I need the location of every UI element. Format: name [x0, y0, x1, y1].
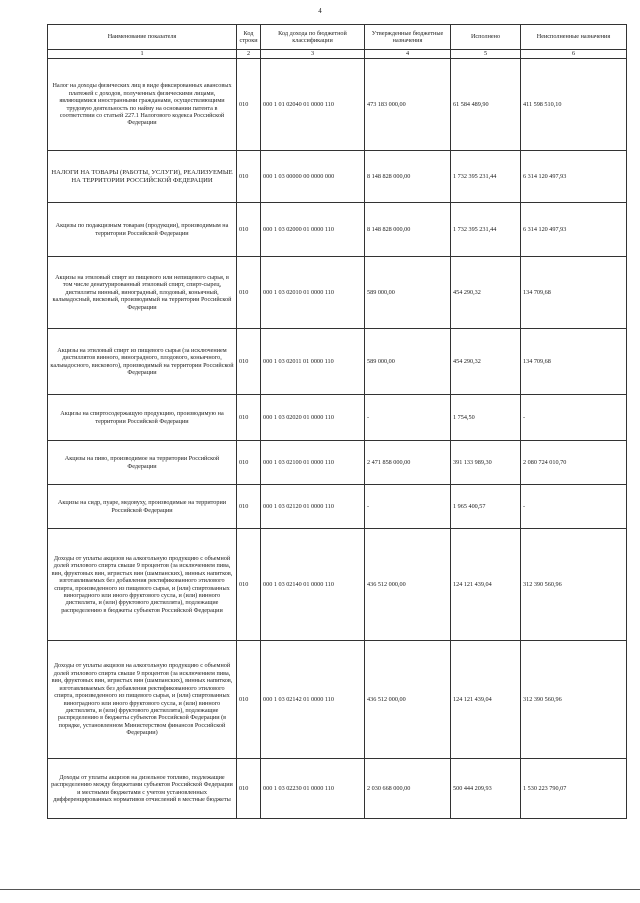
table-row — [48, 485, 627, 529]
row-budget-code: 000 1 03 02120 01 0000 110 — [261, 485, 365, 529]
table-row — [48, 441, 627, 485]
row-line-code: 010 — [237, 529, 261, 641]
row-budget-code: 000 1 03 02142 01 0000 110 — [261, 641, 365, 759]
table-row — [48, 59, 627, 151]
row-unexecuted: - — [521, 485, 627, 529]
row-budget-code: 000 1 03 00000 00 0000 000 — [261, 151, 365, 203]
row-unexecuted: - — [521, 395, 627, 441]
row-name: Доходы от уплаты акцизов на алкогольную продукцию с объемной долей этилового спирта свыше 9 процентов (за исключением пива, вин, фруктовых вин, игристых вин (шампанских), винных напитков, изготавливаемых без добавления ректификованного этилового спирта, произведенного из пищевого сырья, и (или) спиртованных виноградного или иного фруктового сусла, и (или) винного дистиллята, и (или) фруктового дистиллята), подлежащие распределению в бюджеты субъектов Российской Федерации (в порядке, установленном Министерством финансов Российской Федерации) — [48, 641, 237, 759]
row-approved: 436 512 000,00 — [365, 529, 451, 641]
column-number: 4 — [365, 50, 451, 59]
row-line-code: 010 — [237, 759, 261, 819]
table-row — [48, 257, 627, 329]
row-executed: 1 965 400,57 — [451, 485, 521, 529]
header-executed: Исполнено — [451, 25, 521, 50]
table-row — [48, 329, 627, 395]
row-budget-code: 000 1 01 02040 01 0000 110 — [261, 59, 365, 151]
row-line-code: 010 — [237, 151, 261, 203]
table-row — [48, 641, 627, 759]
row-name: Акцизы на этиловый спирт из пищевого сырья (за исключением дистиллятов винного, виноградного, плодового, коньячного, кальвадосного, вискового), производимый на территории Российской Федерации — [48, 329, 237, 395]
row-unexecuted: 134 709,68 — [521, 257, 627, 329]
row-executed: 61 584 489,90 — [451, 59, 521, 151]
header-budget-code: Код дохода по бюджетной классификации — [261, 25, 365, 50]
row-approved: 8 148 828 000,00 — [365, 151, 451, 203]
header-approved: Утвержденные бюджетные назначения — [365, 25, 451, 50]
table-row — [48, 203, 627, 257]
column-number: 6 — [521, 50, 627, 59]
row-approved: 2 471 858 000,00 — [365, 441, 451, 485]
column-number: 3 — [261, 50, 365, 59]
row-unexecuted: 134 709,68 — [521, 329, 627, 395]
row-unexecuted: 312 390 560,96 — [521, 641, 627, 759]
table-row — [48, 529, 627, 641]
row-budget-code: 000 1 03 02140 01 0000 110 — [261, 529, 365, 641]
row-executed: 454 290,32 — [451, 329, 521, 395]
row-executed: 124 121 439,04 — [451, 529, 521, 641]
row-unexecuted: 2 080 724 010,70 — [521, 441, 627, 485]
row-line-code: 010 — [237, 441, 261, 485]
row-name: Акцизы на спиртосодержащую продукцию, производимую на территории Российской Федерации — [48, 395, 237, 441]
row-budget-code: 000 1 03 02020 01 0000 110 — [261, 395, 365, 441]
row-unexecuted: 1 530 223 790,07 — [521, 759, 627, 819]
row-approved: 589 000,00 — [365, 329, 451, 395]
row-line-code: 010 — [237, 485, 261, 529]
row-budget-code: 000 1 03 02230 01 0000 110 — [261, 759, 365, 819]
row-line-code: 010 — [237, 203, 261, 257]
table-row — [48, 395, 627, 441]
row-executed: 391 133 989,30 — [451, 441, 521, 485]
column-number: 5 — [451, 50, 521, 59]
row-line-code: 010 — [237, 257, 261, 329]
row-approved: 8 148 828 000,00 — [365, 203, 451, 257]
header-code: Код строки — [237, 25, 261, 50]
row-name: Акцизы по подакцизным товарам (продукции), производимым на территории Российской Федерации — [48, 203, 237, 257]
row-approved: 436 512 000,00 — [365, 641, 451, 759]
page-number: 4 — [318, 7, 322, 15]
row-name: Доходы от уплаты акцизов на дизельное топливо, подлежащие распределению между бюджетами субъектов Российской Федерации и местными бюджетами с учетом установленных дифференцированных нормативов отчислений в местные бюджеты — [48, 759, 237, 819]
row-name: Налог на доходы физических лиц в виде фиксированных авансовых платежей с доходов, полученных физическими лицами, являющимися иностранными гражданами, осуществляющими трудовую деятельность по найму на основании патента в соответствии со статьей 227.1 Налогового кодекса Российской Федерации — [48, 59, 237, 151]
row-name: НАЛОГИ НА ТОВАРЫ (РАБОТЫ, УСЛУГИ), РЕАЛИЗУЕМЫЕ НА ТЕРРИТОРИИ РОССИЙСКОЙ ФЕДЕРАЦИИ — [48, 151, 237, 203]
row-approved: 473 183 000,00 — [365, 59, 451, 151]
row-line-code: 010 — [237, 59, 261, 151]
row-approved: - — [365, 395, 451, 441]
row-budget-code: 000 1 03 02011 01 0000 110 — [261, 329, 365, 395]
row-approved: - — [365, 485, 451, 529]
row-line-code: 010 — [237, 395, 261, 441]
row-executed: 124 121 439,04 — [451, 641, 521, 759]
row-unexecuted: 411 598 510,10 — [521, 59, 627, 151]
row-budget-code: 000 1 03 02100 01 0000 110 — [261, 441, 365, 485]
row-name: Акцизы на пиво, производимое на территории Российской Федерации — [48, 441, 237, 485]
row-executed: 1 732 395 231,44 — [451, 203, 521, 257]
column-number: 2 — [237, 50, 261, 59]
bottom-rule — [0, 889, 640, 890]
header-row — [48, 25, 627, 50]
table-row — [48, 759, 627, 819]
row-name: Акцизы на этиловый спирт из пищевого или непищевого сырья, в том числе денатурированный этиловый спирт, спирт-сырец, дистилляты винный, виноградный, плодовый, коньячный, кальвадосный, висковый, производимый на территории Российской Федерации — [48, 257, 237, 329]
column-number: 1 — [48, 50, 237, 59]
row-executed: 1 754,50 — [451, 395, 521, 441]
row-name: Акцизы на сидр, пуаре, медовуху, производимые на территории Российской Федерации — [48, 485, 237, 529]
header-name: Наименование показателя — [48, 25, 237, 50]
column-number-row — [48, 50, 627, 59]
row-executed: 500 444 209,93 — [451, 759, 521, 819]
row-unexecuted: 6 314 120 497,93 — [521, 151, 627, 203]
row-name: Доходы от уплаты акцизов на алкогольную продукцию с объемной долей этилового спирта свыше 9 процентов (за исключением пива, вин, фруктовых вин, игристых вин (шампанских), винных напитков, изготавливаемых без добавления ректификованного этилового спирта, произведенного из пищевого сырья, и (или) спиртованных виноградного или иного фруктового сусла, и (или) винного дистиллята, и (или) фруктового дистиллята), подлежащие распределению в бюджеты субъектов Российской Федерации — [48, 529, 237, 641]
row-approved: 589 000,00 — [365, 257, 451, 329]
row-approved: 2 030 668 000,00 — [365, 759, 451, 819]
table-row — [48, 151, 627, 203]
row-budget-code: 000 1 03 02010 01 0000 110 — [261, 257, 365, 329]
row-line-code: 010 — [237, 329, 261, 395]
row-unexecuted: 6 314 120 497,93 — [521, 203, 627, 257]
row-line-code: 010 — [237, 641, 261, 759]
row-executed: 454 290,32 — [451, 257, 521, 329]
revenue-report-table — [47, 24, 627, 819]
row-executed: 1 732 395 231,44 — [451, 151, 521, 203]
row-budget-code: 000 1 03 02000 01 0000 110 — [261, 203, 365, 257]
row-unexecuted: 312 390 560,96 — [521, 529, 627, 641]
header-unexecuted: Неисполненные назначения — [521, 25, 627, 50]
